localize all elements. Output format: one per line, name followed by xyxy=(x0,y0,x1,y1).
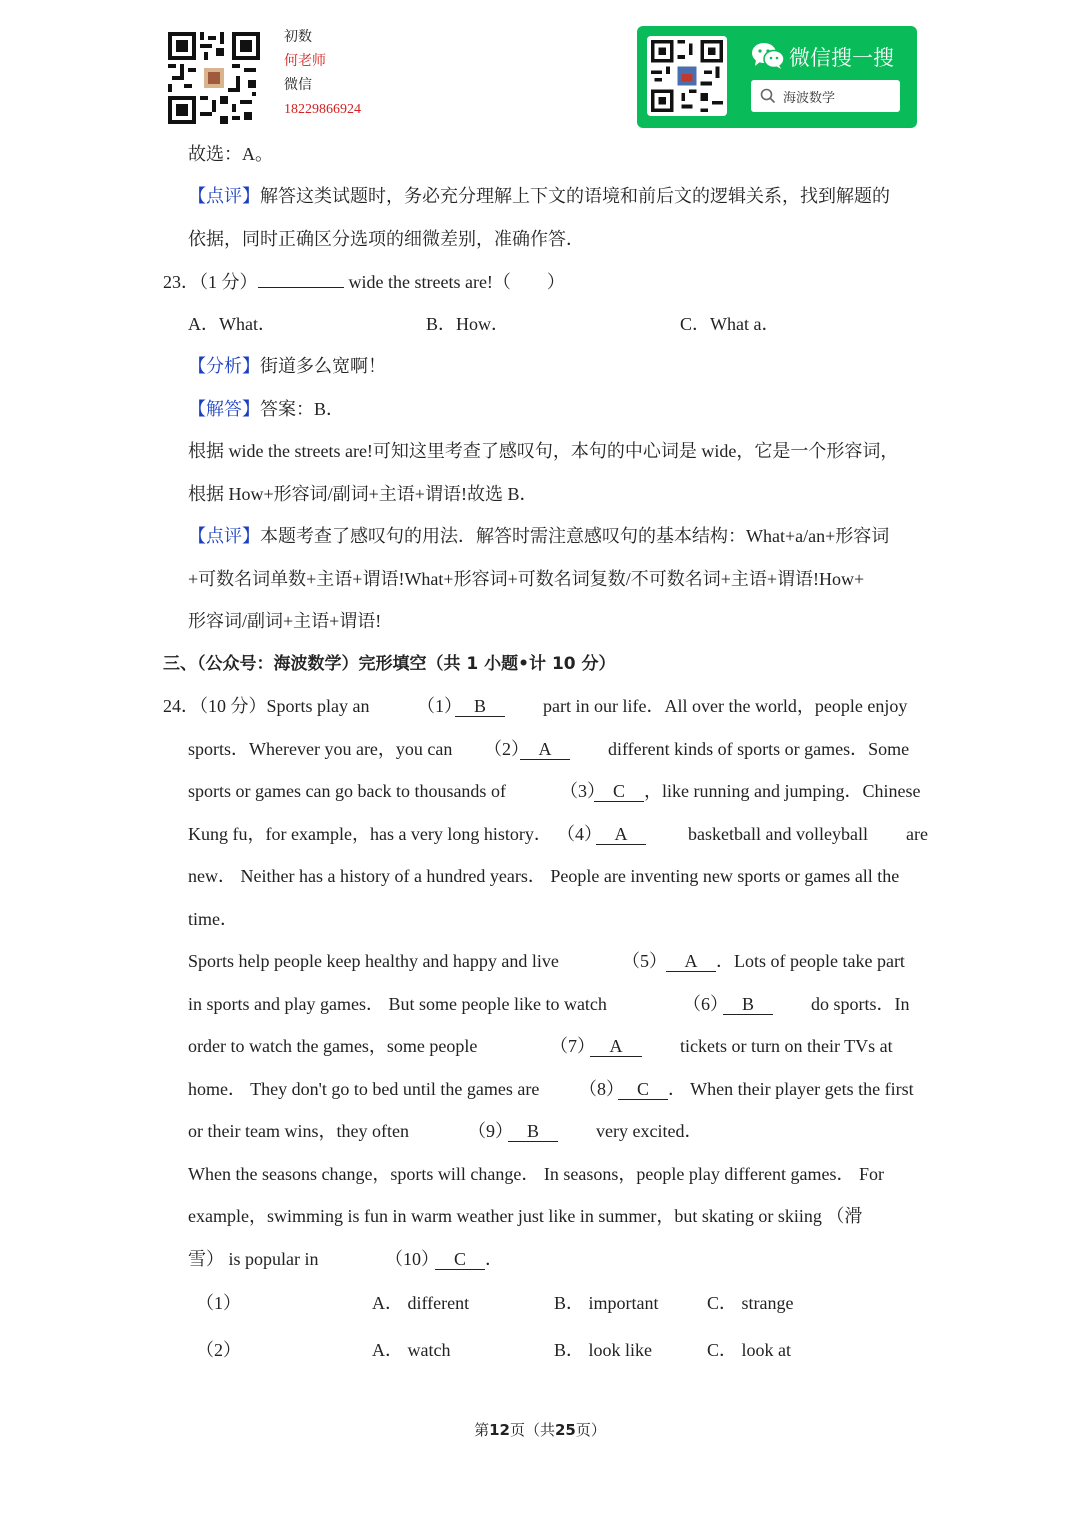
comment-tag: 【点评】 xyxy=(188,526,260,546)
comment-line-3: 形容词/副词+主语+谓语! xyxy=(188,611,382,631)
cloze-text: very excited． xyxy=(596,1121,703,1141)
cloze-text: are xyxy=(906,824,928,844)
cloze-text: sports．Wherever you are，you can xyxy=(188,739,453,759)
footer-text: 页） xyxy=(575,1423,606,1439)
blank-number: （5） xyxy=(622,951,667,971)
wechat-logo-icon xyxy=(751,42,785,70)
cloze-text: sports or games can go back to thousands of xyxy=(188,781,506,801)
cloze-text: 雪） is popular in xyxy=(188,1249,319,1269)
blank-answer: A xyxy=(590,1036,642,1057)
cloze-line-4 xyxy=(188,822,928,846)
option-row-c: C． strange xyxy=(707,1293,794,1313)
review-text: 解答这类试题时，务必充分理解上下文的语境和前后文的逻辑关系，找到解题的 xyxy=(260,186,890,206)
cloze-line-5: new． Neither has a history of a hundred years． People are inventing new sports or games all the xyxy=(188,866,900,886)
cloze-line-7 xyxy=(188,949,905,973)
footer-text: 第 xyxy=(474,1423,490,1439)
cloze-text: do sports．In xyxy=(811,994,910,1014)
blank-number: （7） xyxy=(550,1036,595,1056)
explanation-line-2: 根据 How+形容词/副词+主语+谓语!故选 B． xyxy=(188,484,538,504)
analysis-tag: 【分析】 xyxy=(188,356,260,376)
blank-number: （2） xyxy=(484,739,529,759)
analysis-text: 街道多么宽啊！ xyxy=(260,356,386,376)
comment-line-1 xyxy=(188,524,889,548)
answer-line xyxy=(188,397,344,421)
blank-answer: B xyxy=(455,696,505,717)
blank-answer: B xyxy=(723,994,773,1015)
cloze-text: ，like running and jumping．Chinese xyxy=(644,781,921,801)
answer-blank xyxy=(258,287,344,288)
option-row-b: B． important xyxy=(554,1293,659,1313)
cloze-text: home． They don't go to bed until the games are xyxy=(188,1079,540,1099)
cloze-text: ． xyxy=(485,1249,503,1269)
question-23-stem xyxy=(163,270,565,294)
comment-text: 本题考查了感叹句的用法．解答时需注意感叹句的基本结构：What+a/an+形容词 xyxy=(260,526,890,546)
blank-answer: A xyxy=(666,951,716,972)
conclusion-line: 故选：A。 xyxy=(188,144,273,164)
cloze-line-1 xyxy=(163,694,907,718)
contact-subject: 初数 xyxy=(284,30,312,45)
answer-text: 答案：B． xyxy=(260,399,345,419)
wechat-search-text: 海波数学 xyxy=(783,91,836,106)
contact-wechat-label: 微信 xyxy=(284,78,312,93)
page-number: 12 xyxy=(489,1421,510,1439)
question-23-number: 23．（1 分） xyxy=(163,272,258,292)
page-footer xyxy=(0,1419,1080,1440)
option-a: A．What． xyxy=(188,314,276,334)
cloze-line-3 xyxy=(188,779,920,803)
question-23-text: wide the streets are!（ ） xyxy=(348,272,565,292)
blank-number: （1） xyxy=(417,696,462,716)
cloze-line-8 xyxy=(188,992,910,1016)
cloze-line-6: time． xyxy=(188,909,238,929)
option-b: B．How． xyxy=(426,314,510,334)
review-text-cont: 依据，同时正确区分选项的细微差别，准确作答． xyxy=(188,229,584,249)
review-paragraph xyxy=(188,184,890,208)
wechat-search-banner[interactable] xyxy=(637,26,917,128)
blank-answer: A xyxy=(596,824,646,845)
cloze-text: Kung fu，for example，has a very long history． xyxy=(188,824,552,844)
cloze-text: different kinds of sports or games．Some xyxy=(608,739,910,759)
cloze-text: ．Lots of people take part xyxy=(716,951,905,971)
cloze-line-2 xyxy=(188,737,909,761)
cloze-text: ． When their player gets the first xyxy=(668,1079,914,1099)
cloze-text: basketball and volleyball xyxy=(688,824,868,844)
cloze-text: or their team wins，they often xyxy=(188,1121,409,1141)
cloze-line-13: example，swimming is fun in warm weather just like in summer，but skating or skiing （滑 xyxy=(188,1206,863,1226)
option-row-a: A． watch xyxy=(372,1340,451,1360)
cloze-text: part in our life．All over the world，people enjoy xyxy=(543,696,908,716)
cloze-text: 24．（10 分）Sports play an xyxy=(163,696,370,716)
comment-line-2: +可数名词单数+主语+谓语!What+形容词+可数名词复数/不可数名词+主语+谓语!How+ xyxy=(188,569,865,589)
blank-number: （9） xyxy=(468,1121,513,1141)
section-3-title: 三、（公众号：海波数学）完形填空（共 1 小题•计 10 分） xyxy=(163,654,616,674)
blank-answer: C xyxy=(618,1079,668,1100)
cloze-line-10 xyxy=(188,1077,914,1101)
cloze-text: tickets or turn on their TVs at xyxy=(680,1036,893,1056)
blank-answer: C xyxy=(594,781,644,802)
cloze-line-11 xyxy=(188,1119,702,1143)
cloze-text: order to watch the games，some people xyxy=(188,1036,478,1056)
cloze-line-9 xyxy=(188,1034,893,1058)
cloze-text: in sports and play games． But some people like to watch xyxy=(188,994,607,1014)
search-icon xyxy=(760,88,776,104)
qr-code-image xyxy=(168,32,260,124)
option-c: C．What a． xyxy=(680,314,780,334)
page-total: 25 xyxy=(555,1421,576,1439)
answer-tag: 【解答】 xyxy=(188,399,260,419)
option-row-c: C． look at xyxy=(707,1340,791,1360)
wechat-search-title: 微信搜一搜 xyxy=(789,46,894,70)
option-row-number: （2） xyxy=(196,1340,241,1360)
wechat-qr-code xyxy=(647,36,727,116)
contact-phone: 18229866924 xyxy=(284,102,361,117)
cloze-line-14 xyxy=(188,1247,503,1271)
wechat-search-box[interactable] xyxy=(751,80,900,112)
blank-answer: B xyxy=(508,1121,558,1142)
blank-number: （6） xyxy=(683,994,728,1014)
footer-text: 页（共 xyxy=(509,1423,555,1439)
cloze-text: Sports help people keep healthy and happy and live xyxy=(188,951,559,971)
blank-number: （3） xyxy=(560,781,605,801)
contact-teacher: 何老师 xyxy=(284,54,326,69)
analysis-line xyxy=(188,354,386,378)
option-row-b: B． look like xyxy=(554,1340,652,1360)
cloze-line-12: When the seasons change，sports will change． In seasons，people play different games． For xyxy=(188,1164,884,1184)
blank-number: （4） xyxy=(557,824,602,844)
blank-number: （10） xyxy=(385,1249,439,1269)
explanation-line-1: 根据 wide the streets are!可知这里考查了感叹句，本句的中心词是 wide，它是一个形容词， xyxy=(188,441,899,461)
blank-answer: C xyxy=(435,1249,485,1270)
blank-number: （8） xyxy=(579,1079,624,1099)
blank-answer: A xyxy=(520,739,570,760)
option-row-a: A． different xyxy=(372,1293,470,1313)
review-tag: 【点评】 xyxy=(188,186,260,206)
option-row-number: （1） xyxy=(196,1293,241,1313)
